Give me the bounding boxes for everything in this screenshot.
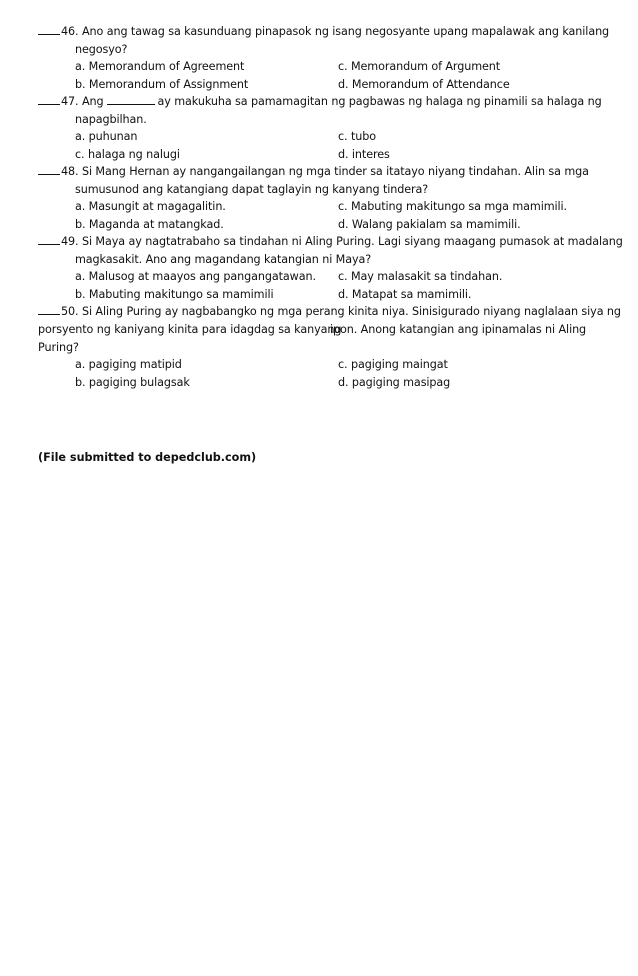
question-50-option-d[interactable]: d. pagiging masipag xyxy=(338,376,451,389)
question-47-option-d[interactable]: d. interes xyxy=(338,148,390,161)
question-49-option-b[interactable]: b. Mabuting makitungo sa mamimili xyxy=(75,288,274,301)
question-46-option-a[interactable]: a. Memorandum of Agreement xyxy=(75,60,245,73)
question-48-option-b[interactable]: b. Maganda at matangkad. xyxy=(75,218,224,231)
question-50-line2a: porsyento ng kaniyang kinita para idagdag sa kanyang xyxy=(38,323,342,336)
question-50-line2b: ipon. Anong katangian ang ipinamalas ni Aling xyxy=(330,323,587,336)
question-46-stem: Ano ang tawag sa kasunduang pinapasok ng isang negosyante upang mapalawak ang kanilang xyxy=(81,25,610,38)
question-48-line2: sumusunod ang katangiang dapat taglayin ng kanyang tindera? xyxy=(75,183,429,196)
question-47-option-c[interactable]: c. tubo xyxy=(338,130,376,143)
answer-blank-47[interactable] xyxy=(38,94,60,105)
question-46-line2: negosyo? xyxy=(75,43,128,56)
question-46-line1: 46. Ano ang tawag sa kasunduang pinapasok ng isang negosyante upang mapalawak ang kanilang xyxy=(38,23,609,41)
fill-in-blank-47[interactable] xyxy=(107,94,155,105)
question-46-option-c[interactable]: c. Memorandum of Argument xyxy=(338,60,501,73)
answer-blank-46[interactable] xyxy=(38,24,60,35)
question-47-option-b[interactable]: c. halaga ng nalugi xyxy=(75,148,180,161)
file-source-footer: (File submitted to depedclub.com) xyxy=(38,451,257,464)
question-50-option-b[interactable]: b. pagiging bulagsak xyxy=(75,376,190,389)
question-49-option-d[interactable]: d. Matapat sa mamimili. xyxy=(338,288,472,301)
question-46-option-b[interactable]: b. Memorandum of Assignment xyxy=(75,78,249,91)
question-50-line3: Puring? xyxy=(38,341,79,354)
answer-blank-48[interactable] xyxy=(38,164,60,175)
question-48-line1: 48. Si Mang Hernan ay nangangailangan ng mga tinder sa itatayo niyang tindahan. Alin sa mga xyxy=(38,163,589,181)
question-48-option-a[interactable]: a. Masungit at magagalitin. xyxy=(75,200,226,213)
question-48-option-c[interactable]: c. Mabuting makitungo sa mga mamimili. xyxy=(338,200,568,213)
answer-blank-50[interactable] xyxy=(38,304,60,315)
answer-blank-49[interactable] xyxy=(38,234,60,245)
question-47-line2: napagbilhan. xyxy=(75,113,147,126)
question-49-line1: 49. Si Maya ay nagtatrabaho sa tindahan ni Aling Puring. Lagi siyang maagang pumasok at madalang xyxy=(38,233,623,251)
question-49-option-a[interactable]: a. Malusog at maayos ang pangangatawan. xyxy=(75,270,316,283)
question-50-line1: 50. Si Aling Puring ay nagbabangko ng mga perang kinita niya. Sinisigurado niyang naglalaan siya ng xyxy=(38,303,621,321)
question-48-option-d[interactable]: d. Walang pakialam sa mamimili. xyxy=(338,218,521,231)
question-49-line2: magkasakit. Ano ang magandang katangian ni Maya? xyxy=(75,253,372,266)
question-50-option-a[interactable]: a. pagiging matipid xyxy=(75,358,182,371)
question-50-option-c[interactable]: c. pagiging maingat xyxy=(338,358,448,371)
question-49-option-c[interactable]: c. May malasakit sa tindahan. xyxy=(338,270,503,283)
question-47-option-a[interactable]: a. puhunan xyxy=(75,130,138,143)
question-47-line1: 47. Ang ay makukuha sa pamamagitan ng pagbawas ng halaga ng pinamili sa halaga ng xyxy=(38,93,602,111)
question-46-option-d[interactable]: d. Memorandum of Attendance xyxy=(338,78,510,91)
